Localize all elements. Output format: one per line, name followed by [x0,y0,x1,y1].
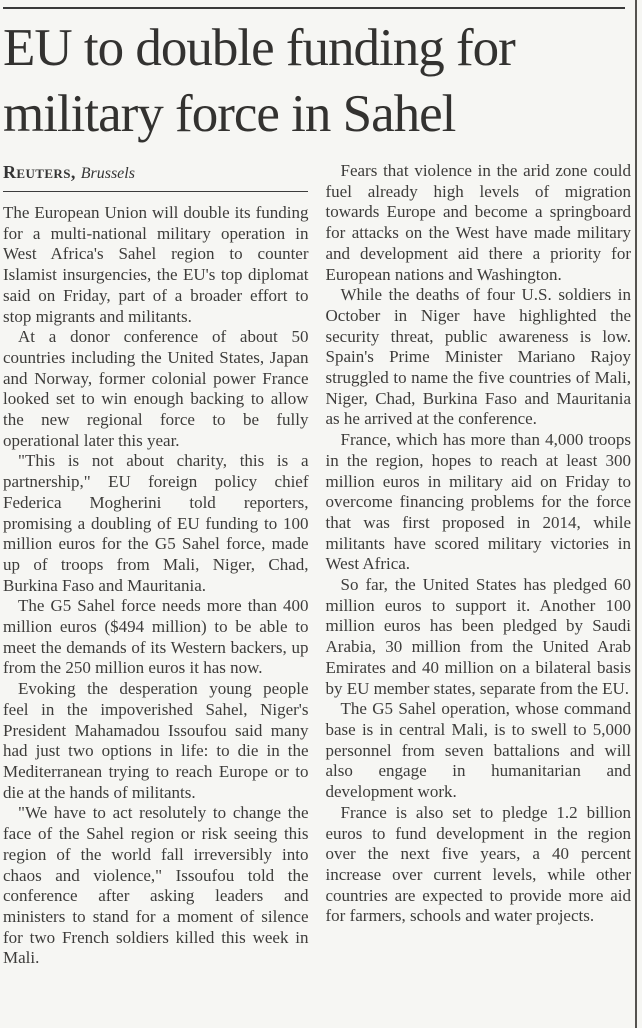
article-paragraph: France, which has more than 4,000 troops in the region, hopes to reach at least 300 million euros in military aid on Friday to overcome financing problems for the force that was first proposed in 2014, while militants have scored military victories in West Africa. [325,430,631,574]
article [3,0,631,969]
byline-location: Brussels [80,165,135,182]
left-column [3,160,309,969]
article-paragraph: France is also set to pledge 1.2 billion euros to fund development in the region over the next five years, a 40 percent increase over current levels, while other countries are expected to provide more aid for farmers, schools and water projects. [325,802,631,926]
article-paragraph: At a donor conference of about 50 countries including the United States, Japan and Norway, former colonial power France looked set to win enough backing to allow the new regional force to be fully operational later this year. [3,327,309,450]
article-headline [3,15,631,147]
byline [3,160,309,184]
byline-rule [3,191,308,192]
headline-line-2: military force in Sahel [3,85,456,143]
top-rule [3,7,625,9]
page-edge-vertical-rule [635,0,637,1028]
article-paragraph: The European Union will double its funding for a multi-national military operation in West Africa's Sahel region to counter Islamist insurgencies, the EU's top diplomat said on Friday, part of a broader effort to stop migrants and militants. [3,203,309,326]
article-paragraph: "We have to act resolutely to change the face of the Sahel region or risk seeing this region of the world fall irreversibly into chaos and violence," Issoufou told the conference after asking leaders and ministers to stand for a moment of silence for two French soldiers killed this week in Mali. [3,803,309,968]
article-paragraph: "This is not about charity, this is a partnership," EU foreign policy chief Federica Mogherini told reporters, promising a doubling of EU funding to 100 million euros for the G5 Sahel force, made up of troops from Mali, Niger, Chad, Burkina Faso and Mauritania. [3,451,309,595]
article-paragraph: Fears that violence in the arid zone could fuel already high levels of migration towards Europe and become a springboard for attacks on the West have made military and development aid there a priority for European nations and Washington. [325,161,631,284]
article-paragraph: The G5 Sahel operation, whose command base is in central Mali, is to swell to 5,000 personnel from seven battalions and will also engage in humanitarian and development work. [325,699,631,802]
article-paragraph: Evoking the desperation young people feel in the impoverished Sahel, Niger's President Mahamadou Issoufou said many had just two options in life: to die in the Mediterranean trying to reach Europe or to die at the hands of militants. [3,679,309,802]
article-paragraph: The G5 Sahel force needs more than 400 million euros ($494 million) to be able to meet the demands of its Western backers, up from the 250 million euros it has now. [3,596,309,678]
byline-source: Reuters, [3,162,76,182]
headline-line-1: EU to double funding for [3,19,515,77]
article-paragraph: So far, the United States has pledged 60 million euros to support it. Another 100 million euros has been pledged by Saudi Arabia, 30 million from the United Arab Emirates and 40 million on a bilateral basis by EU member states, separate from the EU. [325,575,631,698]
article-paragraph: While the deaths of four U.S. soldiers in October in Niger have highlighted the security threat, public awareness is low. Spain's Prime Minister Mariano Rajoy struggled to name the five countries of Mali, Niger, Chad, Burkina Faso and Mauritania as he arrived at the conference. [325,285,631,429]
right-column [326,160,632,969]
left-column-body [3,203,309,969]
article-columns [3,160,631,969]
